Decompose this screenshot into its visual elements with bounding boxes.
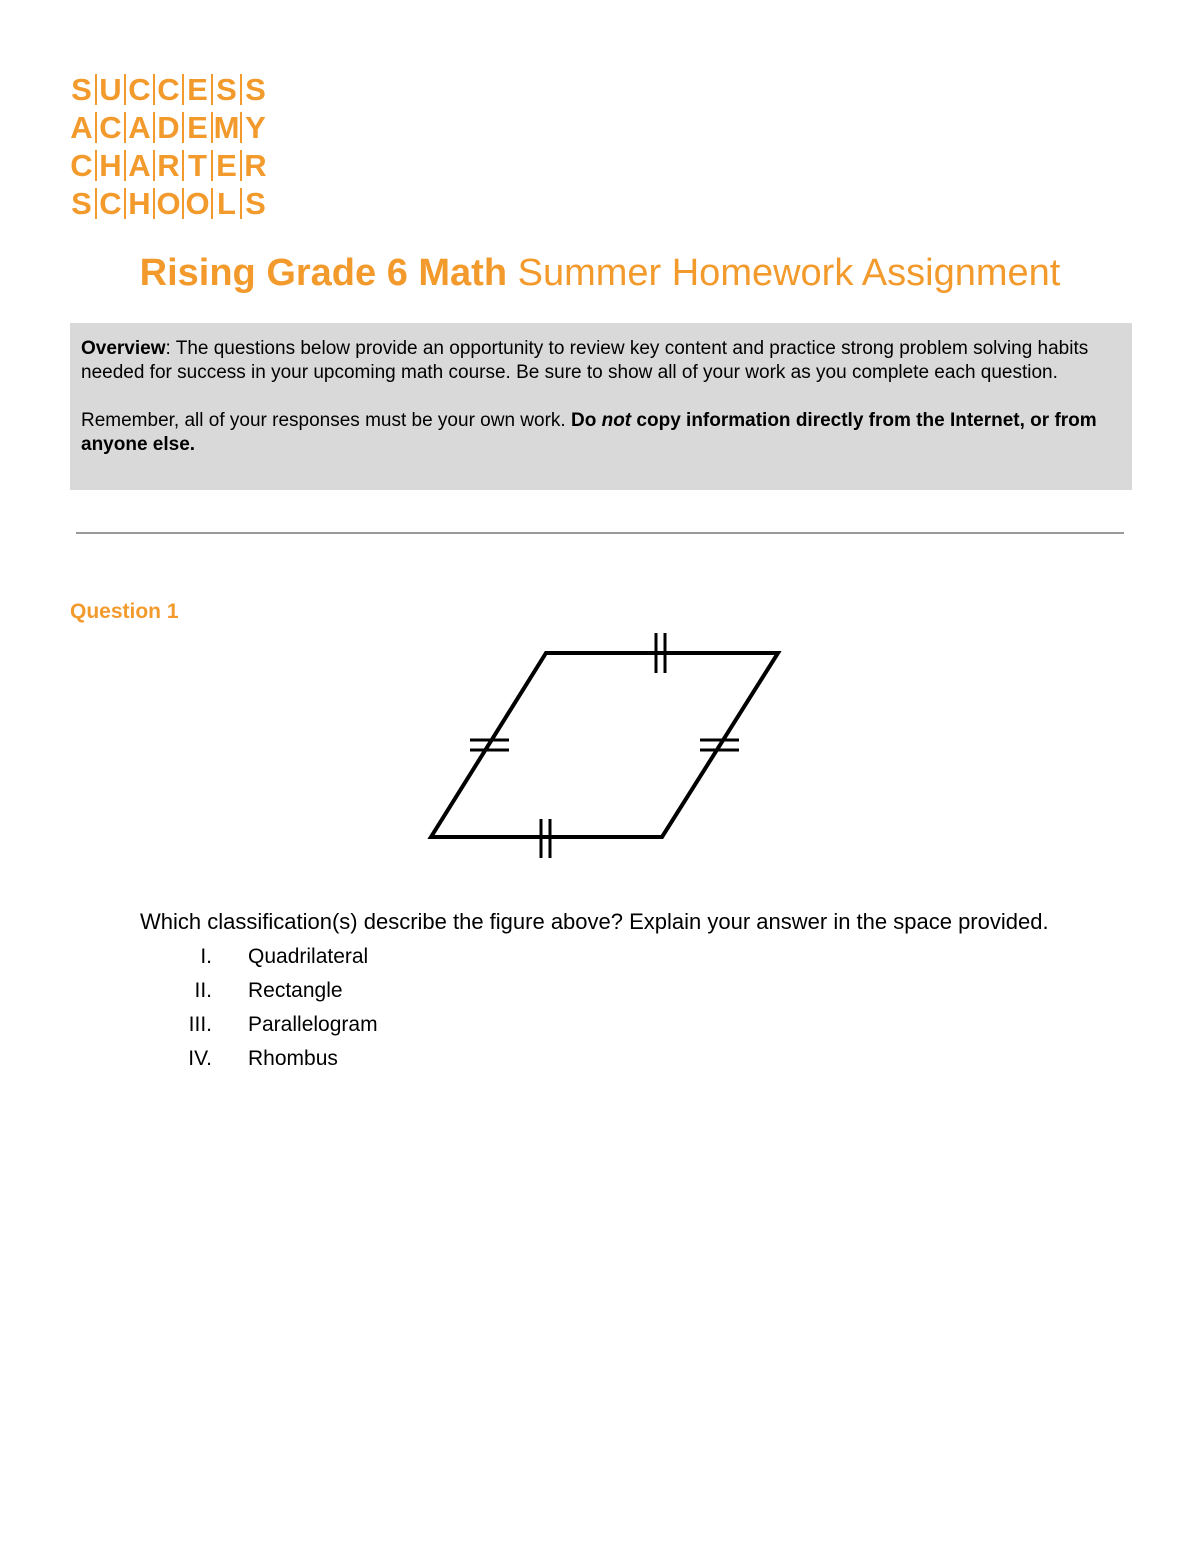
option-2-label: Rectangle [248,979,343,1002]
logo-letter: C [153,74,182,105]
option-1-numeral: I. [200,945,212,968]
logo-letter: D [153,112,182,143]
option-3-numeral: III. [188,1013,212,1036]
logo-letter: E [211,150,240,181]
logo-letter: T [182,150,211,181]
warning-bold-italic: not [601,410,632,431]
logo-letter: E [182,112,211,143]
reminder-text: Remember, all of your responses must be your own work. [81,410,571,431]
option-4-numeral: IV. [188,1047,212,1070]
question-heading: Question 1 [70,600,179,623]
question-prompt: Which classification(s) describe the figure above? Explain your answer in the space provided. [140,909,1049,934]
warning-bold-1: Do [570,410,602,431]
logo-letter: E [182,74,211,105]
logo-letter: S [240,188,269,219]
logo-letter: Y [240,112,269,143]
logo-letter: H [124,188,153,219]
logo-letter: C [124,74,153,105]
overview-label: Overview [81,338,166,359]
logo-letter: R [153,150,182,181]
overview-text: : The questions below provide an opportunity to review key content and practice strong problem solving habits needed for success in your upcoming math course. Be sure to show all of your work as you complete each question. [81,338,1089,383]
logo-letter: A [124,112,153,143]
logo-letter: H [95,150,124,181]
option-3-label: Parallelogram [248,1013,378,1036]
logo-letter: L [211,188,240,219]
logo-letter: C [95,188,124,219]
logo-letter: A [70,109,93,145]
logo-letter: S [71,185,92,221]
option-1-label: Quadrilateral [248,945,369,968]
logo-letter: S [211,74,240,105]
logo-letter: A [124,150,153,181]
logo-letter: O [182,188,211,219]
logo-letter: C [70,147,93,183]
logo-letter: S [71,71,92,107]
logo-letter: M [211,112,240,143]
option-4-label: Rhombus [248,1047,338,1070]
title-bold: Rising Grade 6 Math [139,252,508,294]
logo-letter: R [240,150,269,181]
rhombus-outline [431,653,778,837]
logo-letter: S [240,74,269,105]
logo-letter: C [95,112,124,143]
logo-letter: O [153,188,182,219]
option-2-numeral: II. [194,979,212,1002]
warning-bold-2: copy information directly from the Internet, or from anyone else. [81,410,1097,455]
title-regular: Summer Homework Assignment [507,252,1061,294]
logo-letter: U [95,74,124,105]
